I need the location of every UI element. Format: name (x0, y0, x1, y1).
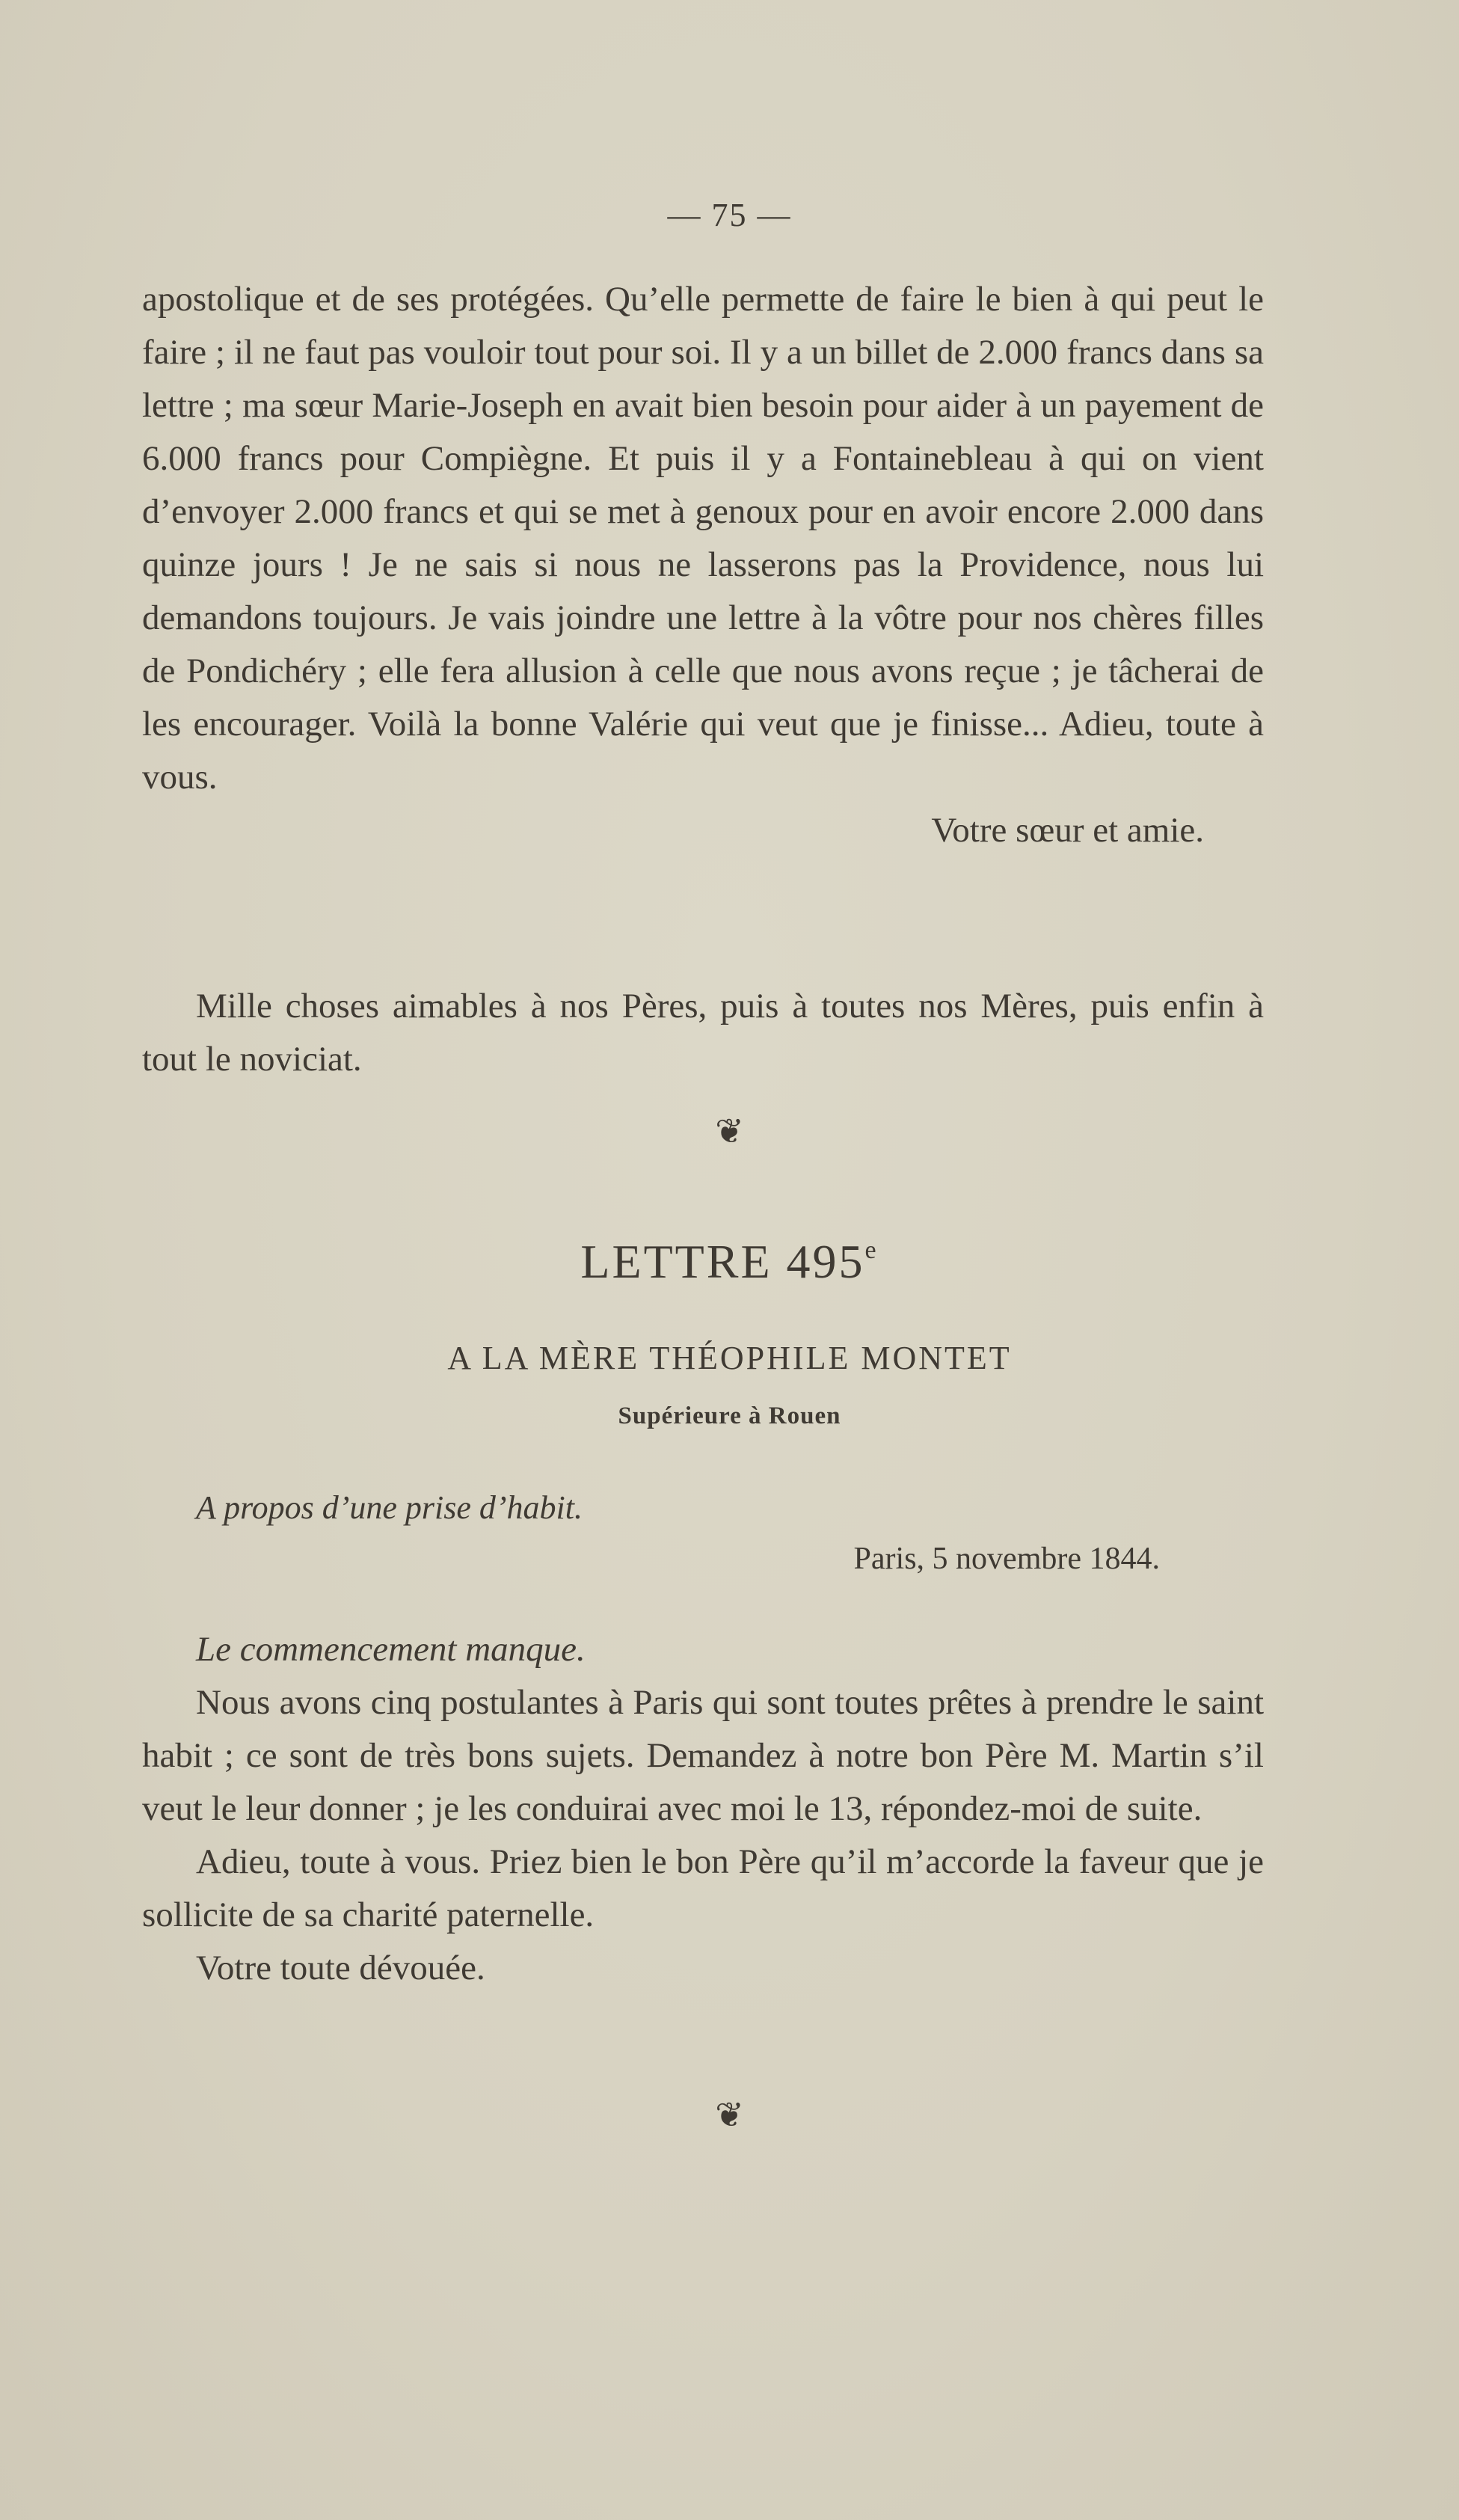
postscript: Mille choses aimables à nos Pères, puis à toutes nos Mères, puis enfin à tout le noviciat. (142, 987, 1264, 1079)
ornament-fleuron-2: ❦ (715, 2096, 744, 2134)
letter-title-text: LETTRE 495 (580, 1235, 865, 1288)
letter-subject: A propos d’une prise d’habit. (196, 1489, 583, 1526)
letter-closing: Votre toute dévouée. (196, 1949, 485, 1987)
page-number: — 75 — (667, 197, 792, 233)
letter-title (0, 1234, 1459, 1290)
letter-recipient-sub: Supérieure à Rouen (618, 1402, 841, 1429)
continuation-text (142, 273, 1264, 857)
letter-note: Le commencement manque. (196, 1630, 586, 1669)
letter-paragraph-2: Adieu, toute à vous. Priez bien le bon Père qu’il m’accorde la faveur que je sollicite de sa charité paternelle. (142, 1842, 1264, 1934)
letter-recipient: A LA MÈRE THÉOPHILE MONTET (447, 1340, 1012, 1376)
continuation-paragraph: apostolique et de ses protégées. Qu’elle permette de faire le bien à qui peut le faire ; il ne faut pas vouloir tout pour soi. Il y a un billet de 2.000 francs dans sa lettre ; ma sœur Marie-Joseph en avait bien besoin pour aider à un payement de 6.000 francs pour Compiègne. Et puis il y a Fontainebleau à qui on vient d’envoyer 2.000 francs et qui se met à genoux pour en avoir encore 2.000 dans quinze jours ! Je ne sais si nous ne lasserons pas la Providence, nous lui demandons toujours. Je vais joindre une lettre à la vôtre pour nos chères filles de Pondichéry ; elle fera allusion à celle que nous avons reçue ; je tâcherai de les encourager. Voilà la bonne Valérie qui veut que je finisse... Adieu, toute à vous. (142, 280, 1264, 797)
letter-paragraph-1: Nous avons cinq postulantes à Paris qui sont toutes prêtes à prendre le saint habit ; ce sont de très bons sujets. Demandez à notre bon Père M. Martin s’il veut le leur donner ; je les conduirai avec moi le 13, répondez-moi de suite. (142, 1683, 1264, 1828)
ornament-fleuron-1: ❦ (715, 1112, 744, 1150)
postscript-block (142, 980, 1264, 1086)
continuation-signature: Votre sœur et amie. (931, 811, 1204, 850)
letter-body (142, 1623, 1264, 1995)
letter-dateline: Paris, 5 novembre 1844. (853, 1542, 1160, 1576)
letter-title-sup: e (864, 1236, 879, 1264)
